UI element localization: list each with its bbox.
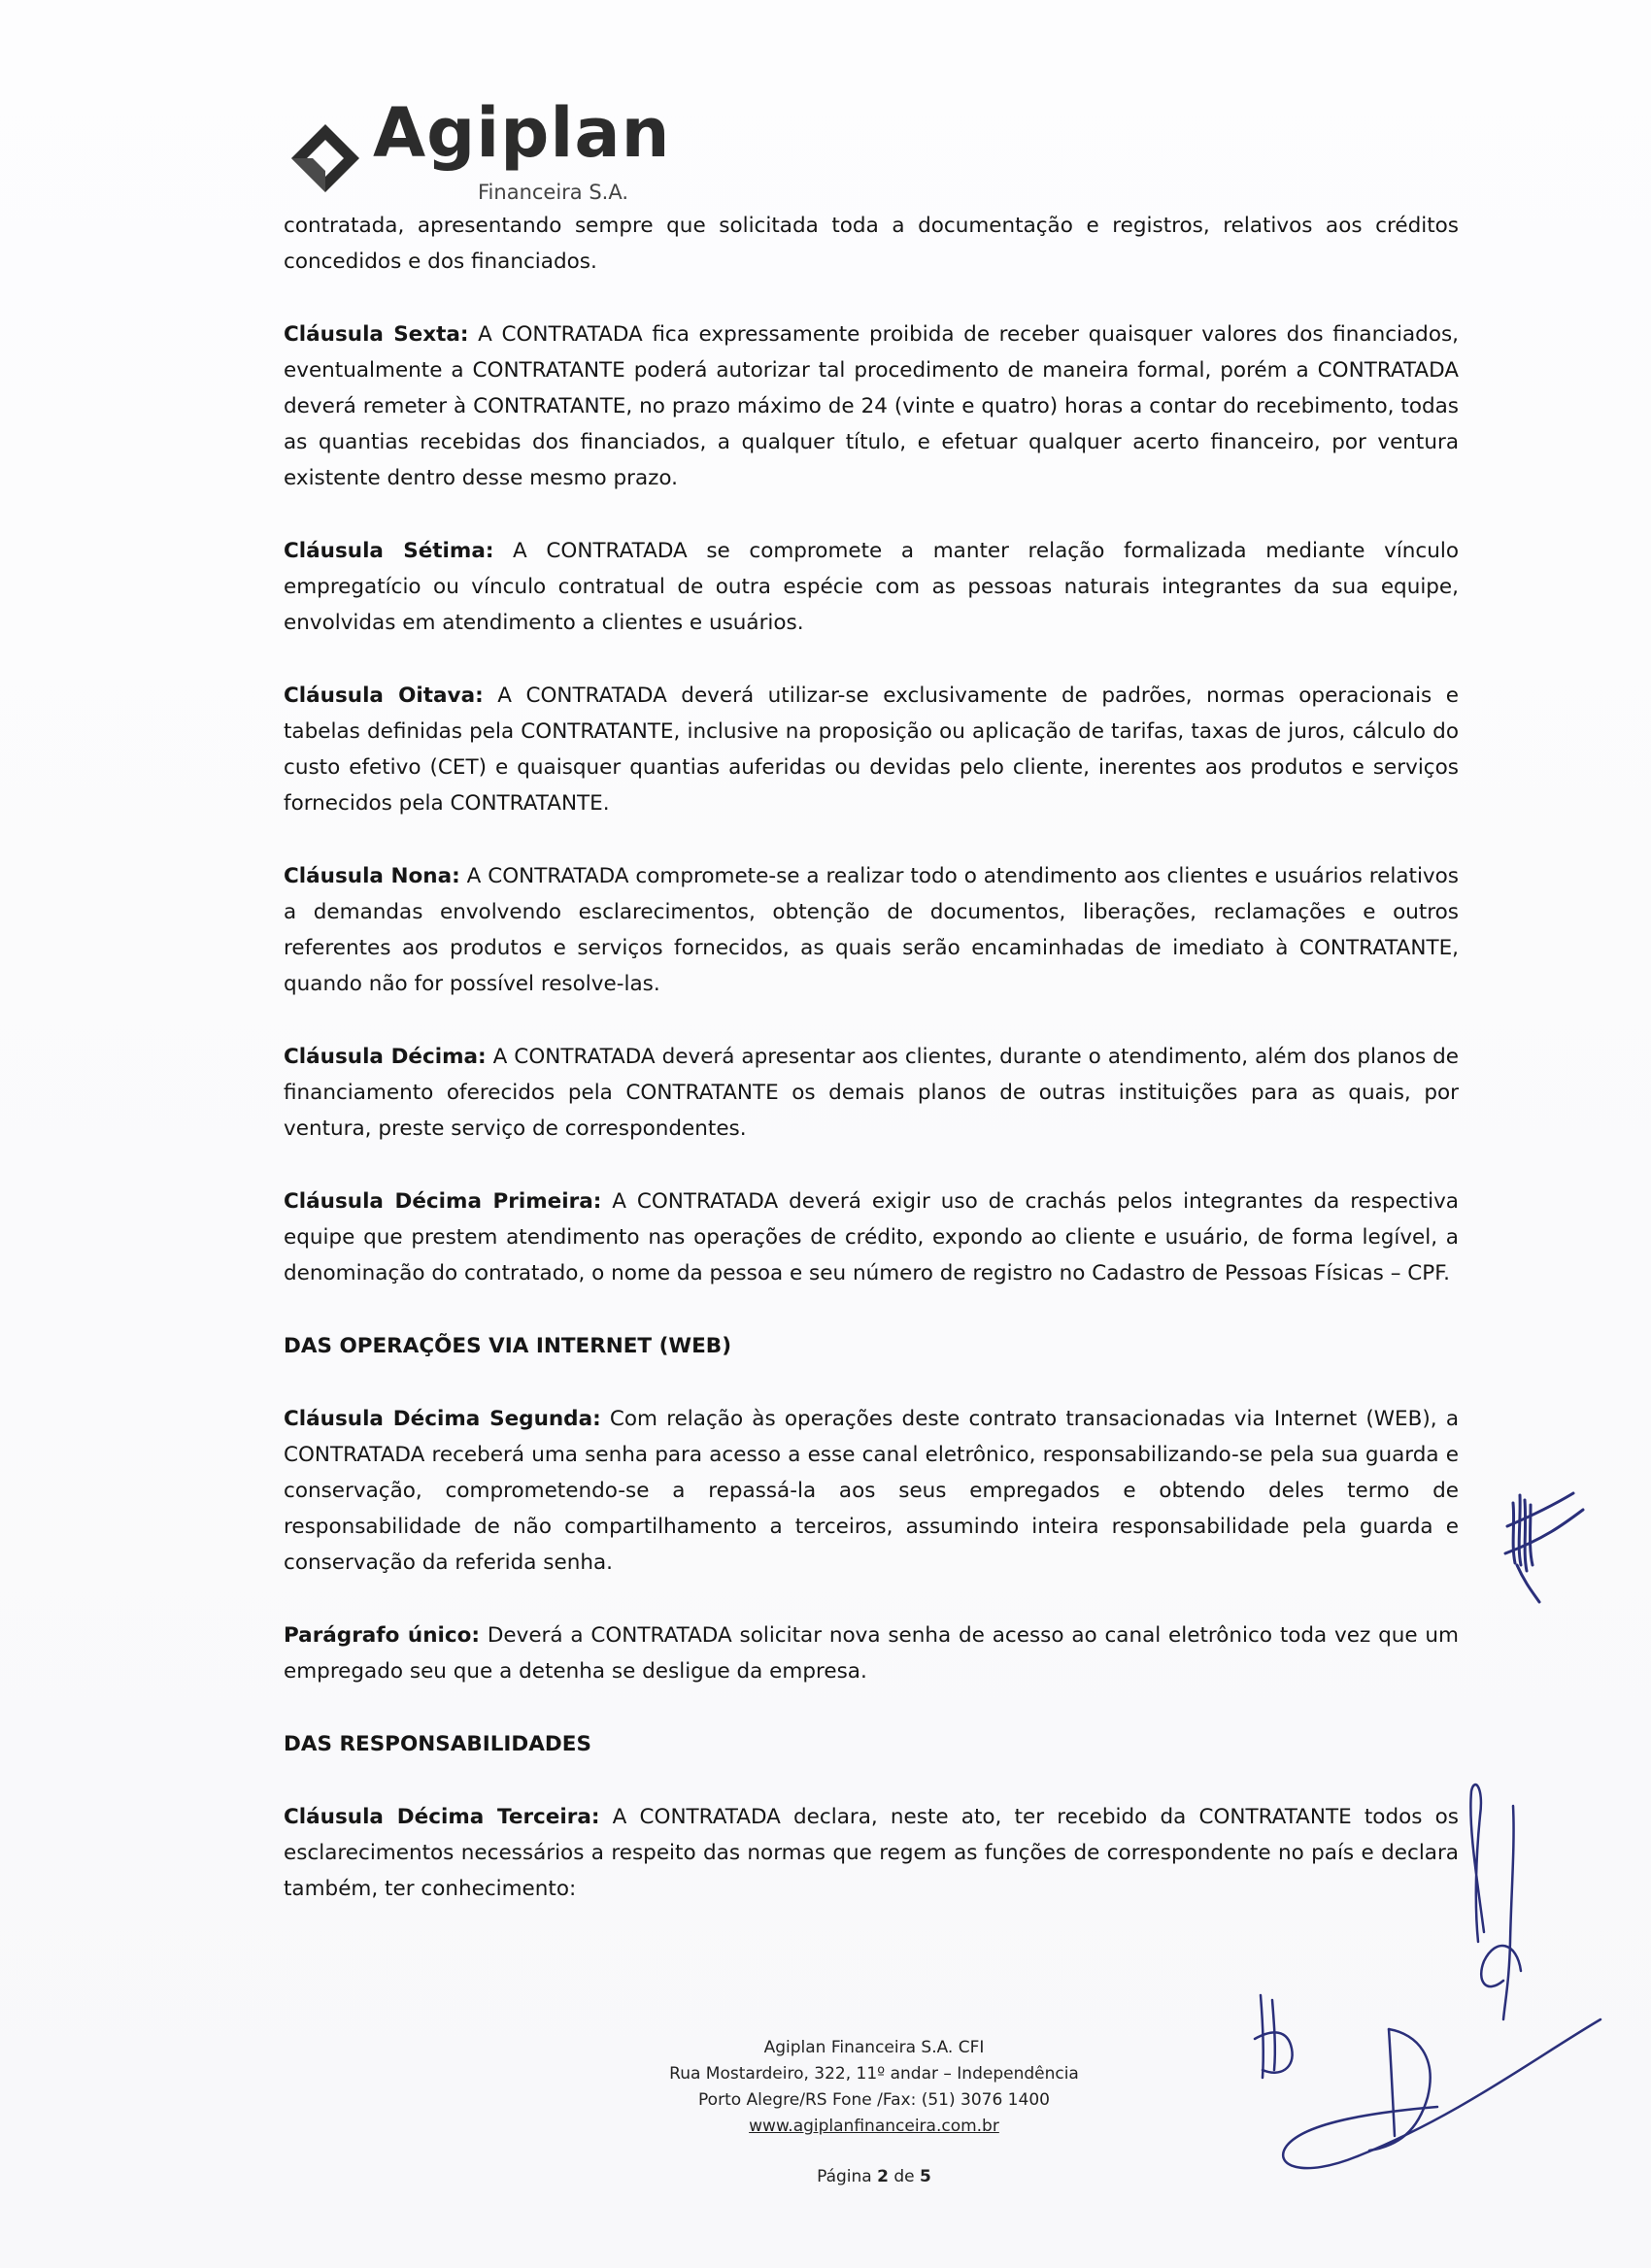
page-number-separator: de	[888, 2167, 921, 2186]
page-number-total: 5	[920, 2167, 931, 2186]
clause-text: A CONTRATADA fica expressamente proibida de receber quaisquer valores dos financiados, eventualmente a CONTRATANTE poderá autorizar tal procedimento de maneira formal, porém a CONTRATADA deverá remeter à CONTRATANTE, no prazo máximo de 24 (vinte e quatro) horas a contar do recebimento, todas as quantias recebidas dos financiados, a qualquer título, e efetuar qualquer acerto financeiro, por ventura existente dentro desse mesmo prazo.	[284, 322, 1460, 490]
section-heading-web: DAS OPERAÇÕES VIA INTERNET (WEB)	[284, 1334, 732, 1358]
clause-text: A CONTRATADA deverá apresentar aos clientes, durante o atendimento, além dos planos de financiamento oferecidos pela CONTRATANTE os demais planos de outras instituições para as quais, por ventura, preste serviço de correspondentes.	[284, 1045, 1460, 1141]
clause-label: Cláusula Nona:	[284, 864, 460, 888]
clause-nona	[284, 858, 1459, 1002]
clause-text: Deverá a CONTRATADA solicitar nova senha de acesso ao canal eletrônico toda vez que um empregado seu que a detenha se desligue da empresa.	[284, 1623, 1459, 1684]
clause-text: A CONTRATADA deverá utilizar-se exclusivamente de padrões, normas operacionais e tabelas definidas pela CONTRATANTE, inclusive na proposição ou aplicação de tarifas, taxas de juros, cálculo do custo efetivo (CET) e quaisquer quantias auferidas ou devidas pelo cliente, inerentes aos produtos e serviços fornecidos pela CONTRATANTE.	[284, 684, 1460, 816]
page-number	[583, 2167, 1165, 2186]
company-logo	[284, 93, 672, 214]
clause-sexta	[284, 317, 1459, 496]
logo-diamond-icon	[284, 117, 367, 200]
logo-name: Agiplan	[373, 93, 671, 173]
clause-label: Parágrafo único:	[284, 1623, 480, 1648]
clause-label: Cláusula Décima Terceira:	[284, 1805, 600, 1829]
clause-label: Cláusula Sexta:	[284, 322, 469, 347]
page-number-prefix: Página	[817, 2167, 878, 2186]
clause-label: Cláusula Décima Segunda:	[284, 1407, 601, 1431]
clause-text: Com relação às operações deste contrato transacionadas via Internet (WEB), a CONTRATADA receberá uma senha para acesso a esse canal eletrônico, responsabilizando-se pela sua guarda e conservação, comprometendo-se a repassá-la aos seus empregados e obtendo deles termo de responsabilidade de não compartilhamento a terceiros, assumindo inteira responsabilidade pela guarda e conservação da referida senha.	[284, 1407, 1459, 1575]
logo-subtitle: Financeira S.A.	[478, 181, 629, 204]
page-number-current: 2	[877, 2167, 889, 2186]
paragrafo-unico	[284, 1618, 1459, 1689]
clause-label: Cláusula Décima Primeira:	[284, 1189, 602, 1214]
footer-address: Rua Mostardeiro, 322, 11º andar – Independência	[669, 2064, 1079, 2084]
paragraph-continuation: contratada, apresentando sempre que solicitada toda a documentação e registros, relativos aos créditos concedidos e dos financiados.	[284, 214, 1459, 274]
clause-label: Cláusula Sétima:	[284, 539, 494, 563]
clause-text: A CONTRATADA declara, neste ato, ter recebido da CONTRATANTE todos os esclarecimentos necessários a respeito das normas que regem as funções de correspondente no país e declara também, ter conhecimento:	[284, 1805, 1459, 1901]
document-body	[284, 208, 1459, 1944]
section-heading-responsabilidades: DAS RESPONSABILIDADES	[284, 1732, 591, 1756]
clause-decima	[284, 1039, 1459, 1147]
clause-text: A CONTRATADA se compromete a manter relação formalizada mediante vínculo empregatício ou vínculo contratual de outra espécie com as pessoas naturais integrantes da sua equipe, envolvidas em atendimento a clientes e usuários.	[284, 539, 1459, 635]
footer-company-name: Agiplan Financeira S.A. CFI	[763, 2038, 985, 2057]
initials-signature-icon	[1505, 1493, 1583, 1602]
clause-label: Cláusula Décima:	[284, 1045, 487, 1069]
clause-text: A CONTRATADA deverá exigir uso de crachás pelos integrantes da respectiva equipe que prestem atendimento nas operações de crédito, expondo ao cliente e usuário, de forma legível, a denominação do contratado, o nome da pessoa e seu número de registro no Cadastro de Pessoas Físicas – CPF.	[284, 1189, 1459, 1285]
clause-label: Cláusula Oitava:	[284, 684, 484, 708]
clause-setima	[284, 533, 1459, 641]
footer-phone: Porto Alegre/RS Fone /Fax: (51) 3076 1400	[698, 2090, 1050, 2110]
clause-decima-terceira	[284, 1799, 1459, 1907]
footer-website-link[interactable]: www.agiplanfinanceira.com.br	[749, 2117, 999, 2136]
clause-oitava	[284, 678, 1459, 821]
clause-text: A CONTRATADA compromete-se a realizar todo o atendimento aos clientes e usuários relativos a demandas envolvendo esclarecimentos, obtenção de documentos, liberações, reclamações e outros referentes aos produtos e serviços fornecidos, as quais serão encaminhadas de imediato à CONTRATANTE, quando não for possível resolve-las.	[284, 864, 1459, 996]
company-footer	[583, 2035, 1165, 2140]
clause-decima-segunda	[284, 1401, 1459, 1581]
clause-decima-primeira	[284, 1184, 1459, 1291]
